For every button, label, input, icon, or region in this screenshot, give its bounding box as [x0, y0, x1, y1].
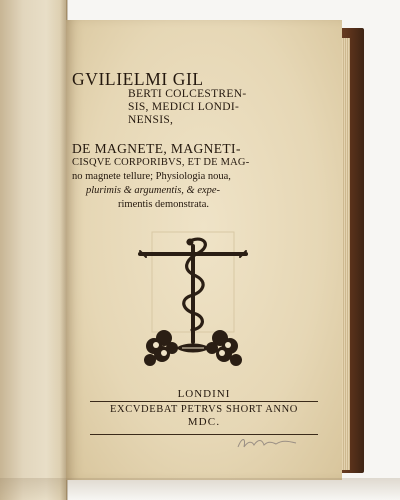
author-line: SIS, MEDICI LONDI- [128, 101, 240, 113]
bottom-shadow [0, 478, 400, 500]
imprint-rule-top [90, 401, 318, 402]
work-title-line: no magnete tellure; Physiologia noua, [72, 171, 231, 182]
imprint-block [66, 388, 342, 428]
imprint-city: LONDINI [177, 388, 231, 400]
author-line: GVILIELMI GIL [72, 69, 204, 89]
title-page [66, 20, 342, 480]
facing-page-left [0, 0, 67, 500]
handwritten-signature-icon [234, 433, 304, 453]
author-line: NENSIS, [128, 114, 174, 126]
work-title-line: plurimis & argumentis, & expe- [86, 185, 221, 196]
work-title-line: rimentis demonstrata. [118, 199, 209, 210]
author-line: BERTI COLCESTREN- [128, 88, 247, 100]
imprint-year: MDC. [187, 416, 221, 428]
work-title-line: CISQVE CORPORIBVS, ET DE MAG- [72, 157, 250, 168]
caduceus-printers-device-icon [138, 224, 248, 384]
work-title-block [72, 142, 337, 212]
imprint-printer: EXCVDEBAT PETRVS SHORT ANNO [110, 404, 298, 415]
author-block [72, 70, 337, 127]
work-title-line: DE MAGNETE, MAGNETI- [72, 141, 241, 156]
